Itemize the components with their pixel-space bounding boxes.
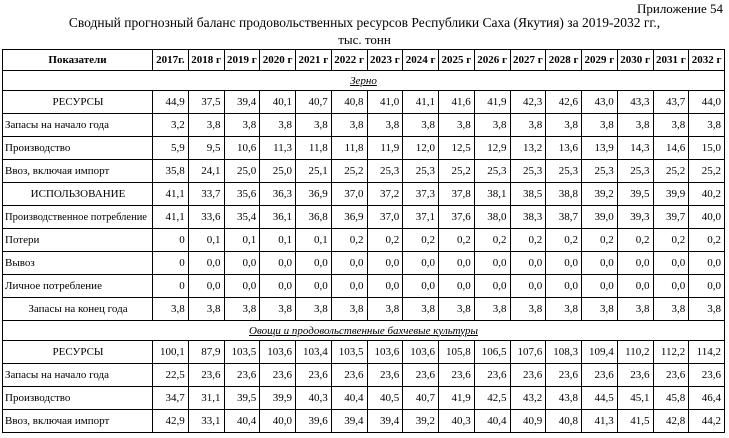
table-cell: 109,4 [582,341,618,364]
table-cell: 42,5 [474,387,510,410]
table-header-row [3,50,725,71]
table-cell: 103,6 [260,341,296,364]
table-cell: 36,3 [260,183,296,206]
table-cell: 3,8 [260,114,296,137]
table-cell: 38,7 [546,206,582,229]
column-header-year: 2030 г [617,50,653,71]
table-cell: 0,0 [653,275,689,298]
table-cell: 105,8 [439,341,475,364]
table-cell: 23,6 [617,364,653,387]
table-cell: 23,6 [474,364,510,387]
table-cell: 13,6 [546,137,582,160]
table-cell: 23,6 [582,364,618,387]
row-label: Запасы на конец года [3,298,153,321]
table-cell: 35,6 [224,183,260,206]
table-cell: 0,0 [546,252,582,275]
table-cell: 103,5 [331,341,367,364]
table-cell: 87,9 [188,341,224,364]
table-cell: 37,6 [439,206,475,229]
table-cell: 33,6 [188,206,224,229]
table-cell: 3,8 [582,114,618,137]
row-label: Вывоз [3,252,153,275]
table-cell: 0,2 [331,229,367,252]
table-cell: 3,8 [510,114,546,137]
table-cell: 0,0 [474,275,510,298]
table-cell: 11,3 [260,137,296,160]
table-cell: 41,6 [439,91,475,114]
table-cell: 0,0 [224,275,260,298]
table-cell: 14,3 [617,137,653,160]
table-cell: 3,8 [617,298,653,321]
table-cell: 42,6 [546,91,582,114]
table-cell: 3,8 [439,114,475,137]
table-cell: 42,8 [653,410,689,433]
table-cell: 3,8 [153,298,189,321]
table-cell: 40,0 [260,410,296,433]
table-cell: 46,4 [689,387,725,410]
table-cell: 25,3 [510,160,546,183]
table-cell: 41,1 [403,91,439,114]
table-cell: 0,2 [582,229,618,252]
table-cell: 25,2 [653,160,689,183]
table-cell: 3,8 [403,114,439,137]
table-cell: 0,0 [331,275,367,298]
table-cell: 25,3 [367,160,403,183]
table-cell: 25,2 [689,160,725,183]
table-cell: 44,5 [582,387,618,410]
table-cell: 39,3 [617,206,653,229]
section-title: Овощи и продовольственные бахчевые культуры [3,321,725,341]
balance-table [2,49,725,433]
table-cell: 3,8 [331,114,367,137]
table-cell: 3,8 [474,114,510,137]
table-cell: 9,5 [188,137,224,160]
table-cell: 41,0 [367,91,403,114]
table-cell: 40,4 [224,410,260,433]
row-label: РЕСУРСЫ [3,341,153,364]
table-cell: 40,8 [546,410,582,433]
table-cell: 0,1 [260,229,296,252]
units-label: тыс. тонн [338,32,391,47]
table-cell: 31,1 [188,387,224,410]
column-header-year: 2020 г [260,50,296,71]
table-cell: 3,8 [188,298,224,321]
table-cell: 25,2 [331,160,367,183]
table-row [3,364,725,387]
table-cell: 0,2 [403,229,439,252]
table-row [3,137,725,160]
table-row [3,341,725,364]
table-cell: 3,8 [188,114,224,137]
table-cell: 23,6 [331,364,367,387]
table-cell: 25,0 [260,160,296,183]
table-cell: 25,3 [582,160,618,183]
table-cell: 103,4 [296,341,332,364]
table-cell: 12,9 [474,137,510,160]
table-cell: 12,5 [439,137,475,160]
table-cell: 33,7 [188,183,224,206]
table-cell: 39,4 [331,410,367,433]
table-cell: 39,9 [260,387,296,410]
table-cell: 103,6 [403,341,439,364]
row-label: Производство [3,387,153,410]
table-row [3,298,725,321]
table-row [3,275,725,298]
table-cell: 3,8 [367,114,403,137]
table-cell: 43,3 [617,91,653,114]
table-cell: 35,4 [224,206,260,229]
table-cell: 40,8 [331,91,367,114]
column-header-year: 2018 г [188,50,224,71]
table-cell: 0,0 [510,252,546,275]
row-label: РЕСУРСЫ [3,91,153,114]
table-cell: 44,9 [153,91,189,114]
table-cell: 110,2 [617,341,653,364]
table-cell: 36,1 [260,206,296,229]
table-cell: 14,6 [653,137,689,160]
table-cell: 42,9 [153,410,189,433]
table-cell: 35,8 [153,160,189,183]
table-cell: 41,1 [153,206,189,229]
table-cell: 40,3 [439,410,475,433]
table-cell: 103,6 [367,341,403,364]
table-cell: 23,6 [188,364,224,387]
table-cell: 107,6 [510,341,546,364]
section-row [3,71,725,91]
column-header-year: 2031 г [653,50,689,71]
table-cell: 0,2 [474,229,510,252]
table-cell: 0 [153,252,189,275]
column-header-year: 2019 г [224,50,260,71]
table-cell: 0,2 [617,229,653,252]
table-cell: 25,3 [403,160,439,183]
column-header-year: 2027 г [510,50,546,71]
table-cell: 40,7 [296,91,332,114]
table-cell: 39,6 [296,410,332,433]
table-cell: 0,0 [439,275,475,298]
column-header-year: 2025 г [439,50,475,71]
table-cell: 34,7 [153,387,189,410]
table-body [3,71,725,433]
table-cell: 13,2 [510,137,546,160]
table-cell: 33,1 [188,410,224,433]
table-cell: 41,1 [153,183,189,206]
row-label: ИСПОЛЬЗОВАНИЕ [3,183,153,206]
table-cell: 36,9 [296,183,332,206]
table-cell: 0,0 [367,252,403,275]
table-cell: 0,0 [582,252,618,275]
table-cell: 108,3 [546,341,582,364]
table-cell: 25,1 [296,160,332,183]
table-cell: 0,0 [367,275,403,298]
table-cell: 0,2 [546,229,582,252]
table-cell: 3,2 [153,114,189,137]
table-cell: 0,0 [439,252,475,275]
table-cell: 0,1 [296,229,332,252]
table-cell: 25,2 [439,160,475,183]
table-cell: 0,0 [331,252,367,275]
row-label: Потери [3,229,153,252]
table-cell: 37,1 [403,206,439,229]
table-cell: 40,9 [510,410,546,433]
row-label: Запасы на начало года [3,364,153,387]
table-cell: 0,0 [403,275,439,298]
table-cell: 3,8 [546,298,582,321]
table-cell: 0,0 [260,252,296,275]
table-cell: 38,0 [474,206,510,229]
table-cell: 39,2 [403,410,439,433]
table-cell: 25,3 [617,160,653,183]
section-row [3,321,725,341]
table-cell: 106,5 [474,341,510,364]
table-cell: 37,0 [367,206,403,229]
table-cell: 23,6 [510,364,546,387]
table-cell: 13,9 [582,137,618,160]
table-cell: 0,0 [617,252,653,275]
table-cell: 43,8 [546,387,582,410]
table-cell: 0,0 [260,275,296,298]
column-header-year: 2023 г [367,50,403,71]
table-cell: 0,2 [653,229,689,252]
table-cell: 3,8 [510,298,546,321]
table-cell: 0,0 [689,252,725,275]
table-cell: 3,8 [367,298,403,321]
table-row [3,229,725,252]
table-cell: 40,0 [689,206,725,229]
table-cell: 43,0 [582,91,618,114]
table-cell: 37,3 [403,183,439,206]
table-cell: 0,0 [296,252,332,275]
table-cell: 41,9 [439,387,475,410]
table-cell: 3,8 [689,298,725,321]
table-cell: 39,9 [653,183,689,206]
table-cell: 0,0 [188,275,224,298]
table-cell: 0,0 [224,252,260,275]
row-label: Запасы на начало года [3,114,153,137]
table-cell: 39,7 [653,206,689,229]
table-cell: 43,7 [653,91,689,114]
table-row [3,91,725,114]
table-cell: 0,0 [474,252,510,275]
table-cell: 39,5 [224,387,260,410]
table-cell: 3,8 [224,114,260,137]
table-cell: 0,0 [403,252,439,275]
table-cell: 38,8 [546,183,582,206]
table-row [3,252,725,275]
row-label: Ввоз, включая импорт [3,160,153,183]
table-cell: 23,6 [439,364,475,387]
table-cell: 24,1 [188,160,224,183]
table-row [3,387,725,410]
table-cell: 37,2 [367,183,403,206]
table-cell: 3,8 [439,298,475,321]
table-cell: 11,8 [296,137,332,160]
table-cell: 3,8 [617,114,653,137]
column-header-indicator: Показатели [3,50,153,71]
table-cell: 3,8 [296,114,332,137]
column-header-year: 2026 г [474,50,510,71]
table-cell: 38,3 [510,206,546,229]
table-cell: 40,7 [403,387,439,410]
table-cell: 0,2 [689,229,725,252]
table-cell: 23,6 [653,364,689,387]
table-cell: 3,8 [653,298,689,321]
table-cell: 39,5 [617,183,653,206]
table-cell: 23,6 [546,364,582,387]
table-cell: 23,6 [403,364,439,387]
column-header-year: 2017г. [153,50,189,71]
table-cell: 5,9 [153,137,189,160]
table-cell: 103,5 [224,341,260,364]
table-cell: 39,2 [582,183,618,206]
table-row [3,114,725,137]
table-cell: 37,0 [331,183,367,206]
table-cell: 39,0 [582,206,618,229]
table-cell: 11,9 [367,137,403,160]
appendix-label: Приложение 54 [636,1,723,16]
table-cell: 25,3 [474,160,510,183]
table-cell: 3,8 [296,298,332,321]
table-cell: 23,6 [224,364,260,387]
table-cell: 15,0 [689,137,725,160]
table-cell: 112,2 [653,341,689,364]
table-cell: 0,0 [510,275,546,298]
column-header-year: 2028 г [546,50,582,71]
row-label: Производство [3,137,153,160]
table-cell: 43,2 [510,387,546,410]
table-cell: 3,8 [260,298,296,321]
table-cell: 25,3 [546,160,582,183]
table-cell: 39,4 [224,91,260,114]
table-cell: 45,8 [653,387,689,410]
table-cell: 42,3 [510,91,546,114]
table-cell: 10,6 [224,137,260,160]
table-cell: 23,6 [367,364,403,387]
table-cell: 40,4 [331,387,367,410]
table-cell: 36,8 [296,206,332,229]
table-cell: 41,9 [474,91,510,114]
page-title: Сводный прогнозный баланс продовольственных ресурсов Республики Саха (Якутия) за 2019-2032 гг., [68,15,661,30]
table-cell: 0,0 [582,275,618,298]
section-title: Зерно [3,71,725,91]
table-cell: 0,2 [367,229,403,252]
table-cell: 114,2 [689,341,725,364]
row-label: Производственное потребление [3,206,153,229]
table-cell: 40,3 [296,387,332,410]
table-cell: 3,8 [582,298,618,321]
table-cell: 36,9 [331,206,367,229]
table-cell: 41,5 [617,410,653,433]
table-cell: 0 [153,275,189,298]
row-label: Ввоз, включая импорт [3,410,153,433]
table-cell: 44,2 [689,410,725,433]
table-cell: 40,1 [260,91,296,114]
table-cell: 3,8 [546,114,582,137]
table-cell: 37,5 [188,91,224,114]
table-cell: 3,8 [653,114,689,137]
table-cell: 38,1 [474,183,510,206]
table-cell: 0,0 [296,275,332,298]
row-label: Личное потребление [3,275,153,298]
table-cell: 3,8 [224,298,260,321]
table-cell: 12,0 [403,137,439,160]
table-cell: 45,1 [617,387,653,410]
table-cell: 25,0 [224,160,260,183]
table-cell: 41,3 [582,410,618,433]
table-cell: 22,5 [153,364,189,387]
table-cell: 0,2 [439,229,475,252]
table-cell: 11,8 [331,137,367,160]
table-cell: 0,2 [510,229,546,252]
table-cell: 0 [153,229,189,252]
table-cell: 40,4 [474,410,510,433]
column-header-year: 2022 г [331,50,367,71]
column-header-year: 2032 г [689,50,725,71]
table-cell: 0,1 [224,229,260,252]
table-cell: 0,0 [617,275,653,298]
table-row [3,410,725,433]
table-row [3,160,725,183]
table-row [3,183,725,206]
table-cell: 23,6 [260,364,296,387]
table-cell: 0,1 [188,229,224,252]
table-cell: 23,6 [296,364,332,387]
table-cell: 38,5 [510,183,546,206]
table-cell: 44,0 [689,91,725,114]
column-header-year: 2029 г [582,50,618,71]
table-cell: 23,6 [689,364,725,387]
table-cell: 40,2 [689,183,725,206]
table-cell: 0,0 [546,275,582,298]
table-cell: 3,8 [689,114,725,137]
table-cell: 40,5 [367,387,403,410]
column-header-year: 2021 г [296,50,332,71]
table-cell: 0,0 [689,275,725,298]
table-cell: 3,8 [331,298,367,321]
column-header-year: 2024 г [403,50,439,71]
table-cell: 0,0 [188,252,224,275]
table-cell: 37,8 [439,183,475,206]
table-cell: 3,8 [474,298,510,321]
table-cell: 3,8 [403,298,439,321]
table-cell: 100,1 [153,341,189,364]
table-row [3,206,725,229]
table-cell: 0,0 [653,252,689,275]
table-cell: 39,4 [367,410,403,433]
